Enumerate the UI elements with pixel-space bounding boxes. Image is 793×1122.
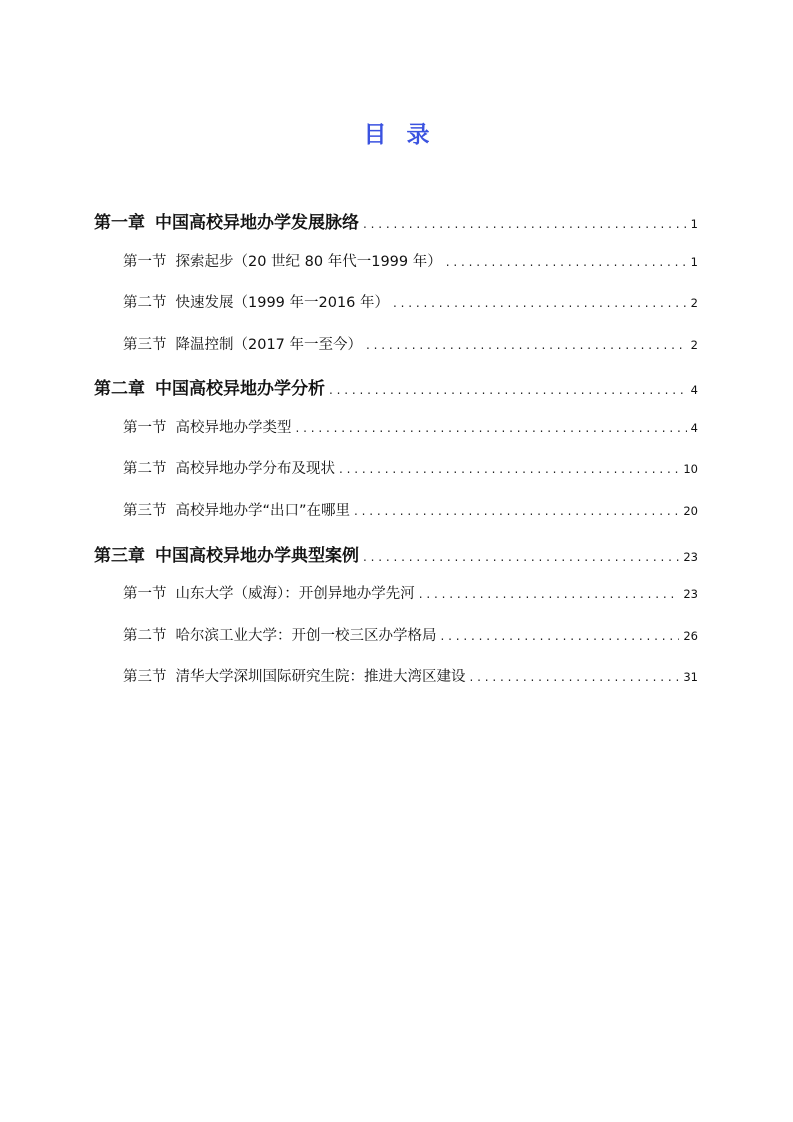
toc-entry-text: 中国高校异地办学发展脉络 (155, 213, 359, 233)
toc-entry[interactable] (123, 499, 698, 520)
toc-entry-text: 清华大学深圳国际研究生院：推进大湾区建设 (175, 669, 466, 685)
toc-entry[interactable] (123, 582, 698, 603)
toc-entry-number: 第二节 (123, 295, 167, 311)
dot-leader (363, 217, 687, 231)
dot-leader (363, 550, 679, 564)
toc-entry-text: 中国高校异地办学分析 (155, 379, 325, 399)
dot-leader (296, 421, 687, 435)
dot-leader (441, 629, 680, 643)
toc-entry-number: 第一章 (94, 213, 145, 233)
toc-entry[interactable] (94, 541, 698, 566)
toc-title: 目录 (363, 122, 450, 148)
toc-entry-label (123, 250, 442, 271)
toc-entry-number: 第一节 (123, 254, 167, 270)
toc-entry-text: 中国高校异地办学典型案例 (155, 546, 359, 566)
toc-entry-page: 20 (683, 504, 698, 518)
toc-entry-text: 高校异地办学类型 (175, 420, 292, 436)
toc-entry-page: 1 (690, 255, 698, 269)
dot-leader (366, 338, 687, 352)
toc-entry-text: 高校异地办学分布及现状 (175, 461, 335, 477)
toc-entry[interactable] (94, 208, 698, 233)
toc-entry-number: 第二节 (123, 461, 167, 477)
toc-entry[interactable] (123, 416, 698, 437)
toc-entry-page: 10 (683, 462, 698, 476)
toc-entry-number: 第一节 (123, 420, 167, 436)
toc-entry-number: 第一节 (123, 586, 167, 602)
toc-entry-number: 第三节 (123, 337, 167, 353)
toc-entry-number: 第三节 (123, 503, 167, 519)
toc-entry[interactable] (123, 291, 698, 312)
toc-entry-number: 第二章 (94, 379, 145, 399)
toc-entry-page: 26 (683, 629, 698, 643)
toc-entry-page: 2 (690, 338, 698, 352)
toc-entry-page: 4 (690, 383, 698, 397)
toc-entry-label (94, 208, 359, 233)
toc-entry-text: 探索起步（20 世纪 80 年代一1999 年） (175, 254, 442, 270)
toc-entry[interactable] (123, 250, 698, 271)
toc-entry[interactable] (123, 665, 698, 686)
toc-entry-text: 哈尔滨工业大学：开创一校三区办学格局 (175, 628, 437, 644)
dot-leader (470, 670, 680, 684)
toc-entry-label (123, 624, 437, 645)
toc-entry-page: 4 (690, 421, 698, 435)
toc-entry[interactable] (123, 457, 698, 478)
toc-entry[interactable] (123, 624, 698, 645)
dot-leader (339, 462, 679, 476)
toc-entry-page: 23 (683, 587, 698, 601)
toc-entry[interactable] (123, 333, 698, 354)
toc-entry[interactable] (94, 374, 698, 399)
toc-entry-label (94, 541, 359, 566)
toc-entry-label (123, 665, 466, 686)
toc-entry-label (123, 582, 415, 603)
toc-entry-page: 31 (683, 670, 698, 684)
toc-entry-label (123, 416, 292, 437)
dot-leader (419, 587, 680, 601)
toc-entry-label (94, 374, 325, 399)
toc-entry-page: 2 (690, 296, 698, 310)
toc-entry-number: 第二节 (123, 628, 167, 644)
toc-entry-text: 高校异地办学“出口”在哪里 (175, 503, 351, 519)
toc-entry-number: 第三节 (123, 669, 167, 685)
toc-entry-page: 23 (683, 550, 698, 564)
dot-leader (329, 383, 687, 397)
toc-entry-number: 第三章 (94, 546, 145, 566)
toc-entry-text: 降温控制（2017 年一至今） (175, 337, 363, 353)
dot-leader (446, 255, 687, 269)
toc-entry-label (123, 457, 335, 478)
toc-entry-label (123, 333, 362, 354)
dot-leader (354, 504, 679, 518)
dot-leader (393, 296, 687, 310)
toc-entry-text: 山东大学（威海）：开创异地办学先河 (175, 586, 415, 602)
toc-entry-text: 快速发展（1999 年一2016 年） (175, 295, 390, 311)
toc-entry-label (123, 291, 389, 312)
toc-entry-page: 1 (690, 217, 698, 231)
toc-entry-label (123, 499, 350, 520)
